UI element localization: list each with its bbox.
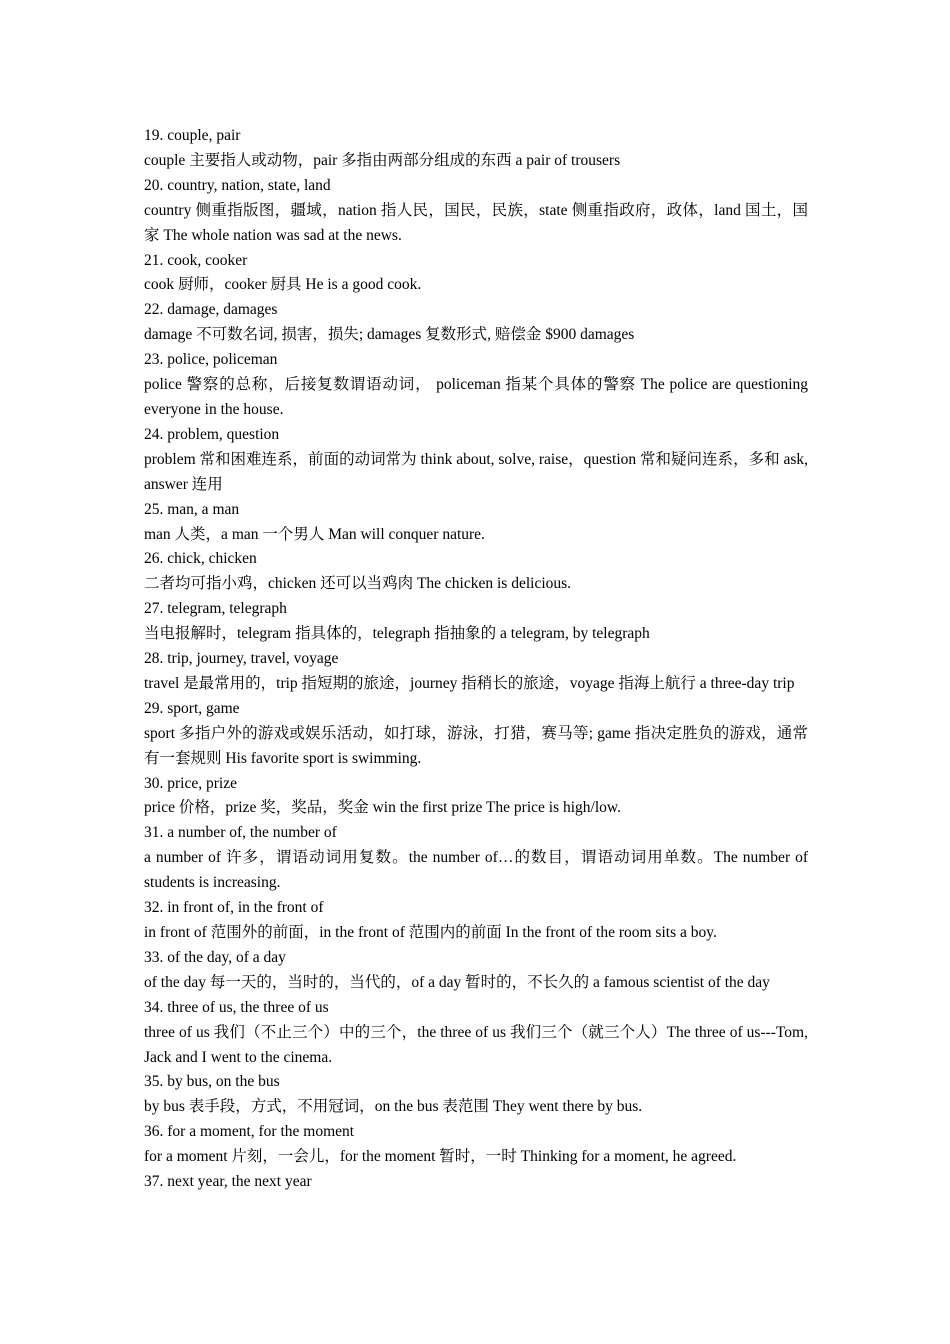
entry-description: 当电报解时，telegram 指具体的，telegraph 指抽象的 a telegram, by telegraph <box>144 625 650 643</box>
entry-heading: 35. by bus, on the bus <box>144 1073 280 1091</box>
entry-description: in front of 范围外的前面，in the front of 范围内的前面 In the front of the room sits a boy. <box>144 924 717 941</box>
entry-heading: 20. country, nation, state, land <box>144 176 331 194</box>
entry-30 <box>144 772 808 822</box>
entry-description: travel 是最常用的，trip 指短期的旅途，journey 指稍长的旅途，voyage 指海上航行 a three-day trip <box>144 674 795 692</box>
entry-description: for a moment 片刻，一会儿，for the moment 暂时，一时 Thinking for a moment, he agreed. <box>144 1148 737 1166</box>
entry-heading: 34. three of us, the three of us <box>144 998 329 1016</box>
entry-description: price 价格，prize 奖，奖品，奖金 win the first prize The price is high/low. <box>144 799 621 817</box>
entry-heading: 21. cook, cooker <box>144 251 248 269</box>
entry-heading: 31. a number of, the number of <box>144 824 337 842</box>
entry-description: 二者均可指小鸡，chicken 还可以当鸡肉 The chicken is delicious. <box>144 575 572 593</box>
entry-24 <box>144 423 808 498</box>
entry-heading: 26. chick, chicken <box>144 550 257 568</box>
entry-description: sport 多指户外的游戏或娱乐活动，如打球，游泳，打猎，赛马等; game 指决定胜负的游戏，通常有一套规则 His favorite sport is swimming. <box>144 724 808 767</box>
entry-heading: 29. sport, game <box>144 699 240 717</box>
entry-description: country 侧重指版图，疆域，nation 指人民，国民，民族，state 侧重指政府，政体，land 国土，国家 The whole nation was sad at the news. <box>144 201 808 244</box>
entry-heading: 27. telegram, telegraph <box>144 600 287 618</box>
entry-description: damage 不可数名词, 损害，损失; damages 复数形式, 赔偿金 $900 damages <box>144 326 635 344</box>
entry-heading: 30. price, prize <box>144 774 237 792</box>
entry-heading: 28. trip, journey, travel, voyage <box>144 650 339 668</box>
entry-description: couple 主要指人或动物，pair 多指由两部分组成的东西 a pair of trousers <box>144 151 621 169</box>
entry-heading: 23. police, policeman <box>144 351 278 369</box>
entry-description: man 人类，a man 一个男人 Man will conquer nature. <box>144 525 485 543</box>
entry-heading: 19. couple, pair <box>144 127 241 144</box>
entry-heading: 36. for a moment, for the moment <box>144 1123 355 1141</box>
entry-description: problem 常和困难连系，前面的动词常为 think about, solve, raise，question 常和疑问连系，多和 ask, answer 连用 <box>144 450 808 493</box>
entry-25 <box>144 498 808 548</box>
entry-heading: 32. in front of, in the front of <box>144 899 324 917</box>
entry-description: of the day 每一天的，当时的，当代的，of a day 暂时的，不长久的 a famous scientist of the day <box>144 973 770 991</box>
entry-35 <box>144 1070 808 1120</box>
entry-description: police 警察的总称，后接复数谓语动词， policeman 指某个具体的警察 The police are questioning everyone in the house. <box>144 376 808 418</box>
entry-heading: 22. damage, damages <box>144 301 278 319</box>
entry-21 <box>144 249 808 299</box>
entry-description: by bus 表手段，方式，不用冠词，on the bus 表范围 They went there by bus. <box>144 1098 643 1116</box>
entry-27 <box>144 597 808 647</box>
entry-heading: 24. problem, question <box>144 425 280 443</box>
entry-description: three of us 我们（不止三个）中的三个，the three of us 我们三个（就三个人）The three of us---Tom, Jack and I went to the cinema. <box>144 1023 808 1066</box>
document-page <box>144 124 808 1195</box>
entry-heading: 25. man, a man <box>144 500 240 518</box>
entry-23 <box>144 348 808 423</box>
entry-29 <box>144 697 808 772</box>
entry-31 <box>144 821 808 896</box>
entry-20 <box>144 174 808 249</box>
entry-26 <box>144 547 808 597</box>
entry-description: cook 厨师，cooker 厨具 He is a good cook. <box>144 276 422 294</box>
entry-19 <box>144 124 808 174</box>
entry-34 <box>144 996 808 1071</box>
entry-28 <box>144 647 808 697</box>
entry-33 <box>144 946 808 996</box>
entry-heading: 33. of the day, of a day <box>144 948 286 966</box>
entry-32 <box>144 896 808 946</box>
entry-37 <box>144 1170 808 1195</box>
entry-heading: 37. next year, the next year <box>144 1173 312 1191</box>
entry-description: a number of 许多，谓语动词用复数。the number of…的数目，谓语动词用单数。The number of students is increasing. <box>144 849 808 892</box>
entry-22 <box>144 298 808 348</box>
entry-36 <box>144 1120 808 1170</box>
